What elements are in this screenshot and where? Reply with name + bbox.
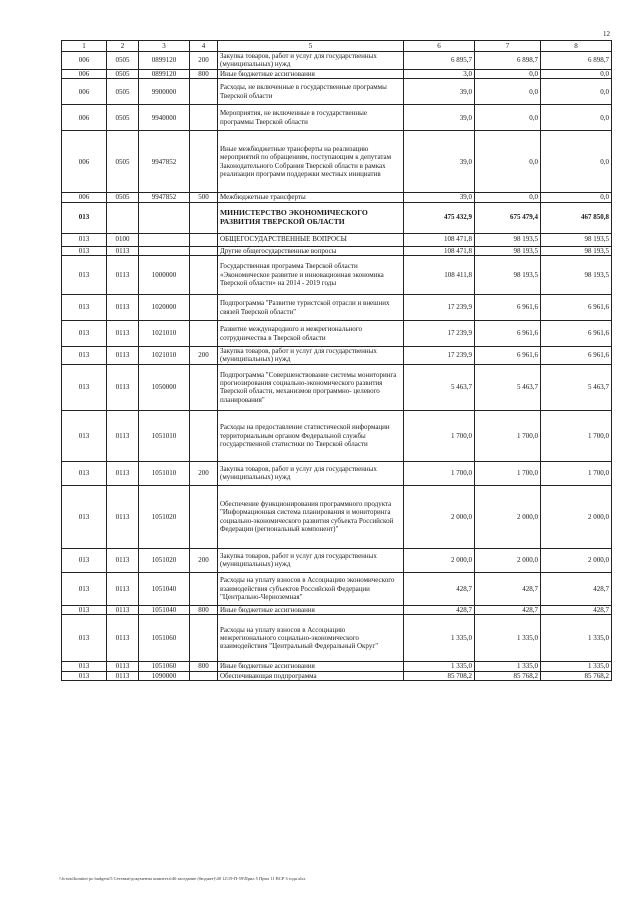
amount-col7-cell: 85 768,2 <box>475 671 541 680</box>
expense-type-cell <box>190 202 218 233</box>
table-row <box>62 131 612 193</box>
amount-col7-cell: 98 193,5 <box>475 246 541 255</box>
header-cell: 2 <box>107 41 139 52</box>
amount-col6-cell: 428,7 <box>404 572 475 605</box>
table-row <box>62 321 612 347</box>
item-name-cell: Подпрограмма "Совершенствование системы мониторинга прогнозирования социально-экономического развития Тверской области, механизмов программно- целевого планирования" <box>218 364 404 410</box>
expense-type-cell: 800 <box>190 662 218 671</box>
item-name-cell: Иные межбюджетные трансферты на реализацию мероприятий по обращениям, поступающим к депутатам Законодательного Собрания Тверской области в рамках реализации программ поддержки местных инициатив <box>218 131 404 193</box>
table-row <box>62 233 612 246</box>
item-name-cell: Закупка товаров, работ и услуг для государственных (муниципальных) нужд <box>218 461 404 485</box>
table-row <box>62 410 612 461</box>
expense-type-cell <box>190 321 218 347</box>
target-article-cell <box>139 202 190 233</box>
item-name-cell: Подпрограмма "Развитие туристской отрасли и внешних связей Тверской области" <box>218 295 404 321</box>
target-article-cell: 1051010 <box>139 410 190 461</box>
ministry-code-cell: 013 <box>62 605 107 614</box>
section-code-cell: 0113 <box>107 321 139 347</box>
table-row <box>62 615 612 662</box>
amount-col8-cell: 5 463,7 <box>541 364 612 410</box>
amount-col6-cell: 475 432,9 <box>404 202 475 233</box>
ministry-code-cell: 006 <box>62 69 107 78</box>
target-article-cell: 1051040 <box>139 572 190 605</box>
item-name-cell: Развитие международного и межрегионального сотрудничества в Тверской области <box>218 321 404 347</box>
header-cell: 4 <box>190 41 218 52</box>
table-row <box>62 671 612 680</box>
expense-type-cell <box>190 131 218 193</box>
header-cell: 1 <box>62 41 107 52</box>
amount-col7-cell: 2 000,0 <box>475 485 541 548</box>
item-name-cell: Закупка товаров, работ и услуг для государственных (муниципальных) нужд <box>218 548 404 572</box>
expense-type-cell <box>190 671 218 680</box>
amount-col8-cell: 428,7 <box>541 572 612 605</box>
item-name-cell: Расходы на предоставление статистической информации территориальным органом Федеральной службы государственной статистики по Тверской области <box>218 410 404 461</box>
ministry-code-cell: 013 <box>62 295 107 321</box>
amount-col8-cell: 0,0 <box>541 193 612 202</box>
amount-col7-cell: 6 898,7 <box>475 52 541 70</box>
expense-type-cell: 200 <box>190 52 218 70</box>
ministry-code-cell: 013 <box>62 347 107 365</box>
ministry-code-cell: 013 <box>62 256 107 295</box>
amount-col6-cell: 39,0 <box>404 193 475 202</box>
expense-type-cell <box>190 364 218 410</box>
amount-col7-cell: 98 193,5 <box>475 233 541 246</box>
amount-col6-cell: 2 000,0 <box>404 485 475 548</box>
amount-col7-cell: 6 961,6 <box>475 321 541 347</box>
amount-col6-cell: 39,0 <box>404 105 475 131</box>
table-row <box>62 572 612 605</box>
ministry-code-cell: 013 <box>62 615 107 662</box>
section-code-cell: 0505 <box>107 79 139 105</box>
amount-col6-cell: 17 239,9 <box>404 321 475 347</box>
target-article-cell: 9940000 <box>139 105 190 131</box>
target-article-cell: 1021010 <box>139 321 190 347</box>
ministry-code-cell: 013 <box>62 202 107 233</box>
ministry-code-cell: 013 <box>62 548 107 572</box>
expense-type-cell: 800 <box>190 605 218 614</box>
target-article-cell: 9900000 <box>139 79 190 105</box>
table-row <box>62 295 612 321</box>
table-row <box>62 79 612 105</box>
table-row <box>62 485 612 548</box>
item-name-cell: Расходы на уплату взносов в Ассоциацию экономического взаимодействия субъектов Российской Федерации "Центрально-Черноземная" <box>218 572 404 605</box>
section-code-cell: 0113 <box>107 461 139 485</box>
page-number: 12 <box>603 30 610 38</box>
expense-type-cell <box>190 572 218 605</box>
section-code-cell: 0113 <box>107 295 139 321</box>
section-code-cell: 0505 <box>107 193 139 202</box>
amount-col6-cell: 17 239,9 <box>404 347 475 365</box>
section-code-cell: 0113 <box>107 572 139 605</box>
amount-col6-cell: 108 471,8 <box>404 246 475 255</box>
amount-col8-cell: 85 768,2 <box>541 671 612 680</box>
expense-type-cell <box>190 485 218 548</box>
amount-col6-cell: 1 700,0 <box>404 410 475 461</box>
section-code-cell: 0113 <box>107 246 139 255</box>
amount-col6-cell: 17 239,9 <box>404 295 475 321</box>
amount-col7-cell: 1 335,0 <box>475 615 541 662</box>
expense-type-cell <box>190 256 218 295</box>
table-header-row <box>62 41 612 52</box>
expense-type-cell <box>190 295 218 321</box>
item-name-cell: ОБЩЕГОСУДАРСТВЕННЫЕ ВОПРОСЫ <box>218 233 404 246</box>
amount-col8-cell: 467 850,8 <box>541 202 612 233</box>
table-row <box>62 364 612 410</box>
expense-type-cell <box>190 233 218 246</box>
table-row <box>62 193 612 202</box>
amount-col7-cell: 98 193,5 <box>475 256 541 295</box>
item-name-cell: Государственная программа Тверской области «Экономическое развитие и инновационная экономика Тверской области» на 2014 - 2019 годы <box>218 256 404 295</box>
section-code-cell: 0113 <box>107 256 139 295</box>
amount-col7-cell: 0,0 <box>475 79 541 105</box>
expense-type-cell: 200 <box>190 461 218 485</box>
amount-col8-cell: 98 193,5 <box>541 233 612 246</box>
amount-col6-cell: 39,0 <box>404 131 475 193</box>
expense-type-cell <box>190 615 218 662</box>
section-code-cell: 0113 <box>107 605 139 614</box>
amount-col6-cell: 2 000,0 <box>404 548 475 572</box>
section-code-cell: 0113 <box>107 485 139 548</box>
item-name-cell: Иные бюджетные ассигнования <box>218 69 404 78</box>
amount-col7-cell: 0,0 <box>475 131 541 193</box>
expense-type-cell: 200 <box>190 347 218 365</box>
ministry-code-cell: 006 <box>62 52 107 70</box>
ministry-code-cell: 013 <box>62 662 107 671</box>
item-name-cell: Обеспечивающая подпрограмма <box>218 671 404 680</box>
table-row <box>62 69 612 78</box>
target-article-cell <box>139 246 190 255</box>
amount-col8-cell: 1 700,0 <box>541 410 612 461</box>
amount-col6-cell: 108 411,8 <box>404 256 475 295</box>
target-article-cell: 1021010 <box>139 347 190 365</box>
item-name-cell: Закупка товаров, работ и услуг для государственных (муниципальных) нужд <box>218 52 404 70</box>
section-code-cell: 0113 <box>107 548 139 572</box>
amount-col7-cell: 428,7 <box>475 605 541 614</box>
amount-col8-cell: 1 700,0 <box>541 461 612 485</box>
section-code-cell: 0113 <box>107 364 139 410</box>
ministry-code-cell: 013 <box>62 410 107 461</box>
amount-col7-cell: 6 961,6 <box>475 347 541 365</box>
section-code-cell: 0100 <box>107 233 139 246</box>
item-name-cell: МИНИСТЕРСТВО ЭКОНОМИЧЕСКОГО РАЗВИТИЯ ТВЕРСКОЙ ОБЛАСТИ <box>218 202 404 233</box>
amount-col8-cell: 1 335,0 <box>541 662 612 671</box>
section-code-cell: 0505 <box>107 131 139 193</box>
amount-col8-cell: 0,0 <box>541 69 612 78</box>
amount-col7-cell: 5 463,7 <box>475 364 541 410</box>
amount-col7-cell: 2 000,0 <box>475 548 541 572</box>
section-code-cell: 0113 <box>107 347 139 365</box>
item-name-cell: Иные бюджетные ассигнования <box>218 605 404 614</box>
amount-col7-cell: 428,7 <box>475 572 541 605</box>
amount-col6-cell: 108 471,8 <box>404 233 475 246</box>
section-code-cell: 0113 <box>107 671 139 680</box>
section-code-cell: 0505 <box>107 105 139 131</box>
table-row <box>62 202 612 233</box>
target-article-cell: 9947852 <box>139 193 190 202</box>
item-name-cell: Закупка товаров, работ и услуг для государственных (муниципальных) нужд <box>218 347 404 365</box>
ministry-code-cell: 006 <box>62 79 107 105</box>
table-row <box>62 246 612 255</box>
table-row <box>62 605 612 614</box>
table-row <box>62 662 612 671</box>
amount-col6-cell: 3,0 <box>404 69 475 78</box>
amount-col6-cell: 1 335,0 <box>404 615 475 662</box>
target-article-cell <box>139 233 190 246</box>
amount-col7-cell: 1 700,0 <box>475 410 541 461</box>
expense-type-cell: 200 <box>190 548 218 572</box>
expense-type-cell <box>190 246 218 255</box>
amount-col7-cell: 6 961,6 <box>475 295 541 321</box>
target-article-cell: 0899120 <box>139 69 190 78</box>
expense-type-cell: 500 <box>190 193 218 202</box>
budget-table <box>61 40 612 681</box>
item-name-cell: Другие общегосударственные вопросы <box>218 246 404 255</box>
section-code-cell: 0505 <box>107 69 139 78</box>
target-article-cell: 0899120 <box>139 52 190 70</box>
table-row <box>62 256 612 295</box>
target-article-cell: 1000000 <box>139 256 190 295</box>
target-article-cell: 1051020 <box>139 548 190 572</box>
amount-col8-cell: 6 898,7 <box>541 52 612 70</box>
amount-col6-cell: 1 335,0 <box>404 662 475 671</box>
table-row <box>62 347 612 365</box>
target-article-cell: 1051060 <box>139 615 190 662</box>
amount-col8-cell: 2 000,0 <box>541 548 612 572</box>
section-code-cell <box>107 202 139 233</box>
target-article-cell: 1090000 <box>139 671 190 680</box>
target-article-cell: 1020000 <box>139 295 190 321</box>
ministry-code-cell: 006 <box>62 193 107 202</box>
amount-col8-cell: 0,0 <box>541 105 612 131</box>
item-name-cell: Расходы на уплату взносов в Ассоциацию межрегионального социально-экономического взаимодействия "Центральный Федеральный Округ" <box>218 615 404 662</box>
header-cell: 7 <box>475 41 541 52</box>
amount-col8-cell: 98 193,5 <box>541 256 612 295</box>
header-cell: 8 <box>541 41 612 52</box>
ministry-code-cell: 013 <box>62 233 107 246</box>
header-cell: 5 <box>218 41 404 52</box>
target-article-cell: 1051010 <box>139 461 190 485</box>
amount-col8-cell: 98 193,5 <box>541 246 612 255</box>
item-name-cell: Расходы, не включенные в государственные программы Тверской области <box>218 79 404 105</box>
target-article-cell: 1051040 <box>139 605 190 614</box>
amount-col6-cell: 428,7 <box>404 605 475 614</box>
amount-col8-cell: 6 961,6 <box>541 295 612 321</box>
amount-col7-cell: 675 479,4 <box>475 202 541 233</box>
section-code-cell: 0113 <box>107 615 139 662</box>
ministry-code-cell: 013 <box>62 246 107 255</box>
ministry-code-cell: 013 <box>62 461 107 485</box>
target-article-cell: 1050000 <box>139 364 190 410</box>
section-code-cell: 0113 <box>107 662 139 671</box>
expense-type-cell: 800 <box>190 69 218 78</box>
ministry-code-cell: 013 <box>62 485 107 548</box>
item-name-cell: Межбюджетные трансферты <box>218 193 404 202</box>
expense-type-cell <box>190 410 218 461</box>
section-code-cell: 0505 <box>107 52 139 70</box>
ministry-code-cell: 006 <box>62 131 107 193</box>
amount-col7-cell: 1 335,0 <box>475 662 541 671</box>
amount-col6-cell: 39,0 <box>404 79 475 105</box>
amount-col6-cell: 5 463,7 <box>404 364 475 410</box>
table-row <box>62 52 612 70</box>
target-article-cell: 1051060 <box>139 662 190 671</box>
item-name-cell: Обеспечение функционирования программного продукта "Информационная система планирования и мониторинга социально-экономического развития субъекта Российской Федерации (региональный компонент)" <box>218 485 404 548</box>
item-name-cell: Мероприятия, не включенные в государственные программы Тверской области <box>218 105 404 131</box>
ministry-code-cell: 013 <box>62 321 107 347</box>
amount-col8-cell: 2 000,0 <box>541 485 612 548</box>
amount-col7-cell: 1 700,0 <box>475 461 541 485</box>
table-row <box>62 461 612 485</box>
target-article-cell: 9947852 <box>139 131 190 193</box>
expense-type-cell <box>190 105 218 131</box>
table-row <box>62 105 612 131</box>
target-article-cell: 1051020 <box>139 485 190 548</box>
item-name-cell: Иные бюджетные ассигнования <box>218 662 404 671</box>
ministry-code-cell: 013 <box>62 364 107 410</box>
header-cell: 3 <box>139 41 190 52</box>
header-cell: 6 <box>404 41 475 52</box>
expense-type-cell <box>190 79 218 105</box>
amount-col8-cell: 6 961,6 <box>541 321 612 347</box>
ministry-code-cell: 006 <box>62 105 107 131</box>
amount-col8-cell: 6 961,6 <box>541 347 612 365</box>
amount-col8-cell: 0,0 <box>541 131 612 193</box>
amount-col7-cell: 0,0 <box>475 105 541 131</box>
section-code-cell: 0113 <box>107 410 139 461</box>
amount-col7-cell: 0,0 <box>475 69 541 78</box>
amount-col6-cell: 1 700,0 <box>404 461 475 485</box>
amount-col8-cell: 0,0 <box>541 79 612 105</box>
amount-col8-cell: 428,7 <box>541 605 612 614</box>
amount-col7-cell: 0,0 <box>475 193 541 202</box>
table-row <box>62 548 612 572</box>
amount-col6-cell: 85 708,2 <box>404 671 475 680</box>
amount-col8-cell: 1 335,0 <box>541 615 612 662</box>
ministry-code-cell: 013 <box>62 572 107 605</box>
file-path-footer: \\fs-ntst\komitet po budgetu\5 Сетевые\документы комитета\46 заседание (бюджет)\40 12\19-П-59\Прил 5 Прил 11 ВСР 3 года.xlsx <box>59 876 306 881</box>
amount-col6-cell: 6 895,7 <box>404 52 475 70</box>
ministry-code-cell: 013 <box>62 671 107 680</box>
